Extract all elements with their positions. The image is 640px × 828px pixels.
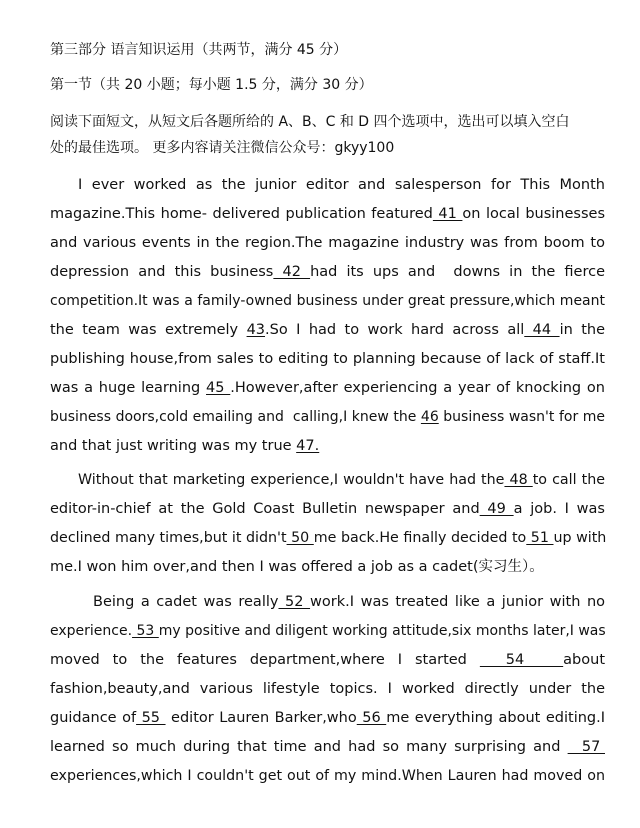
blank: 56 xyxy=(356,710,387,726)
blank: 43 xyxy=(246,322,266,338)
blank: 51 xyxy=(526,530,554,546)
blank: 47. xyxy=(296,438,320,454)
passage-line: the team was extremely 43.So I had to work hard across all 44 in the xyxy=(50,322,605,338)
passage-line: I ever worked as the junior editor and salesperson for This Month xyxy=(78,177,605,193)
blank: 53 xyxy=(132,623,159,639)
blank: 49 xyxy=(479,501,514,517)
passage-line: business doors,cold emailing and calling,I knew the 46 business wasn't for me xyxy=(50,409,605,425)
blank: 48 xyxy=(504,472,533,488)
blank: 44 xyxy=(524,322,560,338)
passage-line: Being a cadet was really 52 work.I was treated like a junior with no xyxy=(93,594,606,610)
blank: 54 xyxy=(479,652,564,668)
blank: 46 xyxy=(420,409,439,425)
section-heading: 第一节（共 20 小题；每小题 1.5 分，满分 30 分） xyxy=(50,77,373,93)
instruction-line-1: 阅读下面短文，从短文后各题所给的 A、B、C 和 D 四个选项中，选出可以填入空白 xyxy=(50,114,570,130)
passage-line: and that just writing was my true 47. xyxy=(50,438,320,454)
blank: 45 xyxy=(206,380,231,396)
part-heading: 第三部分 语言知识运用（共两节，满分 45 分） xyxy=(50,42,348,58)
blank: 52 xyxy=(278,594,311,610)
passage-line: publishing house,from sales to editing to planning because of lack of staff.It xyxy=(50,351,605,367)
passage-line: depression and this business 42 had its ups and downs in the fierce xyxy=(50,264,606,280)
instruction-line-2: 处的最佳选项。 更多内容请关注微信公众号：gkyy100 xyxy=(50,140,395,156)
passage-line: and various events in the region.The magazine industry was from boom to xyxy=(50,235,605,251)
passage-line: magazine.This home- delivered publication featured 41 on local businesses xyxy=(50,206,605,222)
passage-line: learned so much during that time and had so many surprising and 57 xyxy=(50,739,605,755)
passage-line: fashion,beauty,and various lifestyle topics. I worked directly under the xyxy=(50,681,605,697)
passage-line: experiences,which I couldn't get out of my mind.When Lauren had moved on xyxy=(50,768,605,784)
passage-line: was a huge learning 45 .However,after experiencing a year of knocking on xyxy=(50,380,605,396)
passage-line: editor-in-chief at the Gold Coast Bulletin newspaper and 49 a job. I was xyxy=(50,501,605,517)
blank: 42 xyxy=(273,264,311,280)
blank: 57 xyxy=(567,739,605,755)
passage-line: moved to the features department,where I started 54 about xyxy=(50,652,606,668)
blank: 41 xyxy=(432,206,463,222)
blank: 55 xyxy=(136,710,166,726)
passage-line: Without that marketing experience,I wouldn't have had the 48 to call the xyxy=(78,472,605,488)
passage-line: guidance of 55 editor Lauren Barker,who 56 me everything about editing.I xyxy=(50,710,606,726)
passage-line: competition.It was a family-owned business under great pressure,which meant xyxy=(50,293,605,309)
blank: 50 xyxy=(286,530,314,546)
passage-line: me.I won him over,and then I was offered a job as a cadet(实习生）。 xyxy=(50,559,544,575)
passage-line: experience. 53 my positive and diligent working attitude,six months later,I was xyxy=(50,623,606,639)
passage-line: declined many times,but it didn't 50 me back.He finally decided to 51 up with xyxy=(50,530,607,546)
